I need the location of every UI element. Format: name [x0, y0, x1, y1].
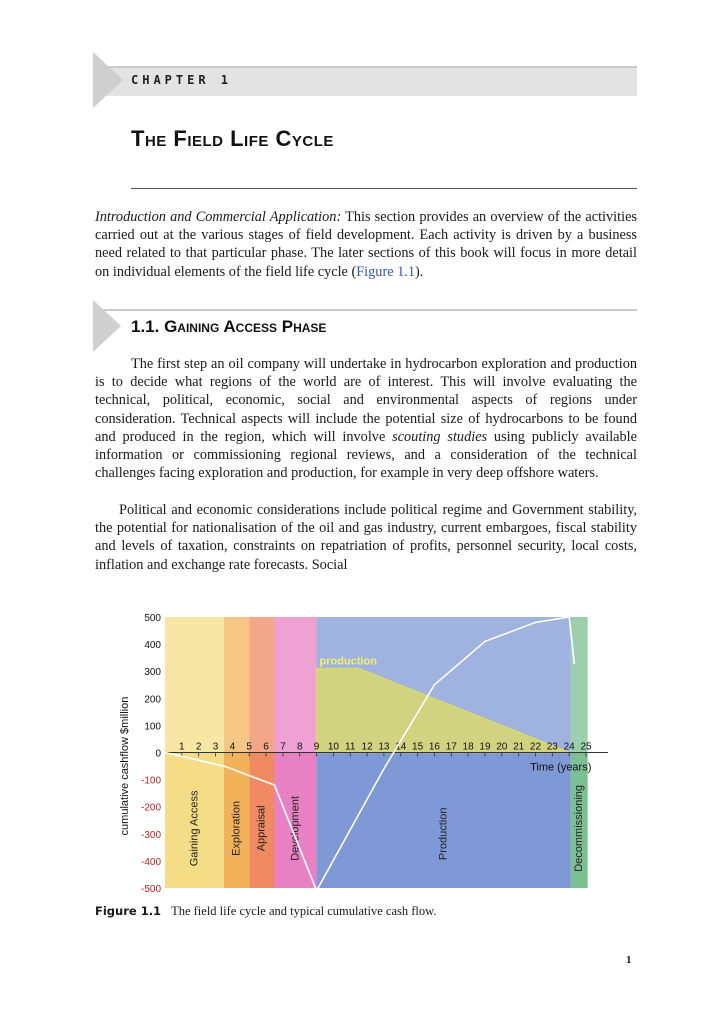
phase-band-upper-5: [571, 617, 588, 753]
y-tick-label-10: -500: [140, 884, 161, 895]
x-tick-label-2: 2: [195, 741, 202, 753]
x-tick-label-13: 13: [378, 741, 390, 753]
phase-band-upper-2: [249, 617, 274, 753]
cashflow-point-4: [383, 768, 385, 770]
x-tick-label-19: 19: [479, 741, 491, 753]
phase-label-1: Exploration: [230, 800, 243, 856]
x-tick-label-10: 10: [327, 741, 339, 753]
phase-label-4: Production: [437, 807, 450, 861]
chapter-title: The Field Life Cycle: [131, 126, 334, 151]
y-tick-label-0: 500: [144, 613, 161, 624]
intro-lead: Introduction and Commercial Application:: [95, 209, 342, 225]
cashflow-point-3: [316, 890, 318, 892]
x-tick-label-5: 5: [246, 741, 252, 753]
x-tick-label-24: 24: [563, 741, 575, 753]
y-tick-label-4: 100: [144, 721, 161, 733]
cashflow-point-0: [164, 752, 166, 754]
x-tick-label-16: 16: [428, 741, 441, 753]
p1-text: The first step an oil company will undertake in hydrocarbon exploration and production is to decide what regions of the world are of interest. This will involve evaluating the technical, political, economic, social and environmental aspects of regions under consideration. Technical aspects will include the potential size of hydrocarbons to be found and produced in the region, which will involve: [95, 356, 637, 445]
phase-label-3: Development: [289, 795, 302, 861]
chapter-arrow-marker: [93, 52, 123, 108]
x-tick-label-15: 15: [412, 741, 424, 753]
section-title: 1.1. Gaining Access Phase: [131, 317, 327, 336]
figure-label: Figure 1.1: [95, 904, 162, 918]
y-tick-label-9: -400: [140, 856, 161, 868]
phase-label-0: Gaining Access: [188, 790, 201, 867]
x-tick-label-18: 18: [462, 741, 474, 753]
figure-caption: [95, 904, 436, 919]
cashflow-point-6: [484, 641, 486, 643]
x-tick-label-22: 22: [529, 741, 542, 753]
phase-label-2: Appraisal: [255, 805, 268, 852]
y-tick-label-5: 0: [155, 748, 161, 760]
body-paragraph-2: Political and economic considerations include political regime and Government stability, the potential for nationalisation of the oil and gas industry, current embargoes, fiscal stability and levels of taxation, constraints on repatriation of profits, personnel security, local costs, inflation and exchange rate forecasts. Social: [95, 502, 637, 573]
x-axis-title: Time (years): [530, 761, 592, 774]
cashflow-point-1: [223, 765, 225, 767]
cashflow-point-5: [434, 684, 436, 686]
x-tick-label-1: 1: [179, 741, 185, 753]
x-tick-label-4: 4: [229, 741, 236, 753]
cashflow-point-7: [535, 622, 537, 624]
intro-paragraph: [95, 208, 637, 281]
x-tick-label-7: 7: [280, 741, 286, 753]
caption-text: The field life cycle and typical cumulative cash flow.: [171, 904, 437, 918]
phase-band-upper-3: [274, 617, 316, 753]
cashflow-point-9: [573, 662, 575, 664]
x-tick-label-9: 9: [313, 741, 320, 753]
y-tick-label-1: 400: [144, 640, 161, 652]
y-tick-label-6: -100: [140, 775, 161, 787]
x-tick-label-8: 8: [296, 741, 303, 753]
x-tick-label-6: 6: [263, 741, 269, 753]
intro-text-end: ).: [415, 263, 424, 280]
x-tick-label-25: 25: [580, 741, 592, 753]
phase-band-upper-0: [165, 617, 224, 753]
intro-text: This section provides an overview of the activities carried out at the various stages of field development. Each activity is driven by a business need related to that particular phase. The later sections of this book will focus in more detail on individual elements of the field life cycle (: [95, 209, 637, 280]
p1-text-end: using publicly available information or commissioning regional reviews, and a consideration of the technical challenges facing exploration and production, for example in very deep offshore waters.: [95, 428, 637, 482]
body-paragraph-1: [95, 355, 637, 482]
p1-italic: scouting studies: [392, 428, 488, 445]
phase-band-upper-1: [224, 617, 249, 753]
x-tick-label-12: 12: [361, 741, 373, 753]
y-tick-label-7: -200: [140, 802, 161, 814]
field-life-cycle-chart: [110, 605, 620, 895]
cashflow-point-2: [274, 784, 276, 786]
x-tick-label-21: 21: [513, 741, 525, 753]
cashflow-point-8: [568, 616, 570, 618]
x-tick-label-17: 17: [445, 741, 457, 753]
x-tick-label-3: 3: [212, 741, 219, 753]
y-tick-label-8: -300: [140, 829, 161, 841]
y-tick-label-2: 300: [144, 667, 161, 679]
chapter-divider: [131, 188, 637, 189]
y-axis-title: cumulative cashflow $million: [119, 696, 131, 836]
x-tick-label-23: 23: [546, 741, 558, 753]
figure-link[interactable]: Figure 1.1: [356, 263, 416, 280]
x-tick-label-14: 14: [395, 741, 407, 753]
phase-label-5: Decommissioning: [573, 784, 586, 872]
page-number: 1: [626, 954, 632, 966]
chapter-label: CHAPTER 1: [131, 73, 233, 87]
production-label: production: [319, 655, 377, 668]
y-tick-label-3: 200: [144, 694, 161, 706]
x-tick-label-20: 20: [496, 741, 508, 753]
x-tick-label-11: 11: [345, 741, 356, 753]
section-arrow-marker: [93, 300, 121, 352]
